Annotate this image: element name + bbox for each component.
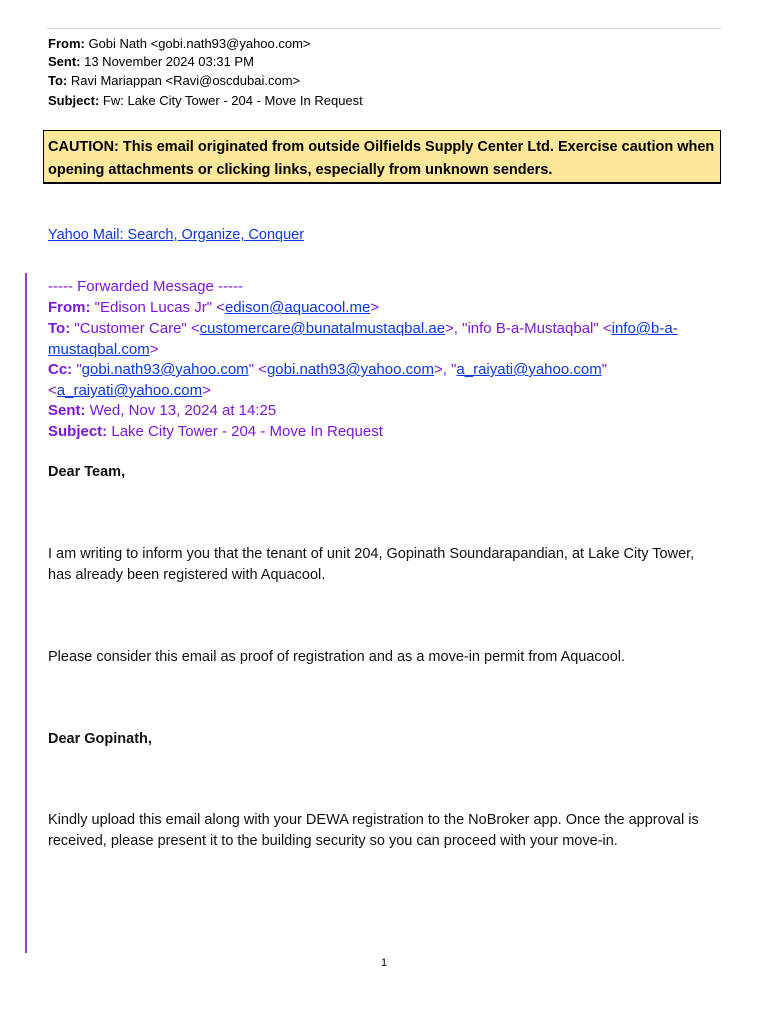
paragraph-1: [48, 544, 728, 586]
forwarded-cc: [48, 359, 718, 401]
fwd-cc-sep-2: >, ": [433, 361, 457, 378]
sent-value: 13 November 2024 03:31 PM: [80, 54, 254, 69]
fwd-cc-quote: ": [72, 361, 82, 378]
top-divider: [47, 28, 721, 29]
fwd-cc-email-link-1[interactable]: gobi.nath93@yahoo.com: [81, 361, 249, 378]
forward-quote-bar: [25, 273, 27, 953]
fwd-cc-email-link-2b[interactable]: a_raiyati@yahoo.com: [56, 382, 203, 399]
to-value: Ravi Mariappan <Ravi@oscdubai.com>: [67, 73, 301, 88]
to-label: To:: [48, 73, 68, 88]
forwarded-from: [48, 297, 718, 318]
paragraph-1-line-2: has already been registered with Aquacool.: [48, 567, 326, 583]
fwd-to-email-link-2a[interactable]: info@b-a-: [611, 320, 678, 337]
subject-value: Fw: Lake City Tower - 204 - Move In Request: [99, 93, 363, 108]
subject-label: Subject:: [48, 93, 100, 108]
fwd-cc-email-link-1b[interactable]: gobi.nath93@yahoo.com: [266, 361, 434, 378]
fwd-cc-email-link-2[interactable]: a_raiyati@yahoo.com: [456, 361, 602, 378]
paragraph-1-line-1: I am writing to inform you that the tenant of unit 204, Gopinath Soundarapandian, at Lake City Tower,: [48, 546, 695, 562]
yahoo-mail-link[interactable]: Yahoo Mail: Search, Organize, Conquer: [48, 227, 305, 243]
header-sent: [48, 52, 254, 72]
paragraph-3-line-1: Kindly upload this email along with your DEWA registration to the NoBroker app. Once the approval is: [48, 812, 699, 828]
fwd-subject-value: Lake City Tower - 204 - Move In Request: [107, 423, 383, 440]
fwd-to-close: >: [149, 341, 159, 358]
from-label: From:: [48, 36, 85, 51]
fwd-from-label: From:: [48, 299, 91, 316]
greeting-gopinath: Dear Gopinath,: [48, 731, 152, 747]
fwd-to-email-link-1[interactable]: customercare@bunatalmustaqbal.ae: [199, 320, 446, 337]
caution-banner: [43, 130, 721, 184]
header-from: [48, 34, 311, 54]
fwd-to-name-1: "Customer Care" <: [70, 320, 200, 337]
fwd-from-close: >: [370, 299, 380, 316]
page-number: 1: [380, 957, 388, 969]
header-subject: [48, 91, 363, 111]
caution-line-2: opening attachments or clicking links, especially from unknown senders.: [48, 162, 553, 178]
caution-line-1: CAUTION: This email originated from outside Oilfields Supply Center Ltd. Exercise caution when: [48, 139, 715, 155]
fwd-cc-close: >: [202, 382, 211, 399]
fwd-to-label: To:: [48, 320, 71, 337]
fwd-cc-lt: <: [48, 382, 57, 399]
fwd-sent-value: Wed, Nov 13, 2024 at 14:25: [85, 402, 277, 419]
fwd-to-email-link-2b[interactable]: mustaqbal.com: [48, 341, 150, 358]
from-value: Gobi Nath <gobi.nath93@yahoo.com>: [84, 36, 311, 51]
forwarded-marker: ----- Forwarded Message -----: [48, 278, 244, 295]
fwd-from-email-link[interactable]: edison@aquacool.me: [224, 299, 371, 316]
paragraph-3: [48, 810, 728, 852]
paragraph-2: Please consider this email as proof of registration and as a move-in permit from Aquacool.: [48, 649, 626, 665]
fwd-from-name: "Edison Lucas Jr" <: [90, 299, 225, 316]
fwd-subject-label: Subject:: [48, 423, 108, 440]
sent-label: Sent:: [48, 54, 81, 69]
fwd-cc-sep-3: ": [601, 361, 608, 378]
forwarded-sent: [48, 400, 718, 421]
header-to: [48, 71, 300, 91]
fwd-cc-sep-1: " <: [248, 361, 267, 378]
fwd-to-name-2: >, "info B-a-Mustaqbal" <: [445, 320, 612, 337]
fwd-cc-label: Cc:: [48, 361, 73, 378]
paragraph-3-line-2: received, please present it to the building security so you can proceed with your move-in.: [48, 833, 618, 849]
greeting-team: Dear Team,: [48, 464, 126, 480]
forwarded-subject: [48, 421, 718, 442]
forwarded-to: [48, 318, 718, 360]
fwd-sent-label: Sent:: [48, 402, 86, 419]
